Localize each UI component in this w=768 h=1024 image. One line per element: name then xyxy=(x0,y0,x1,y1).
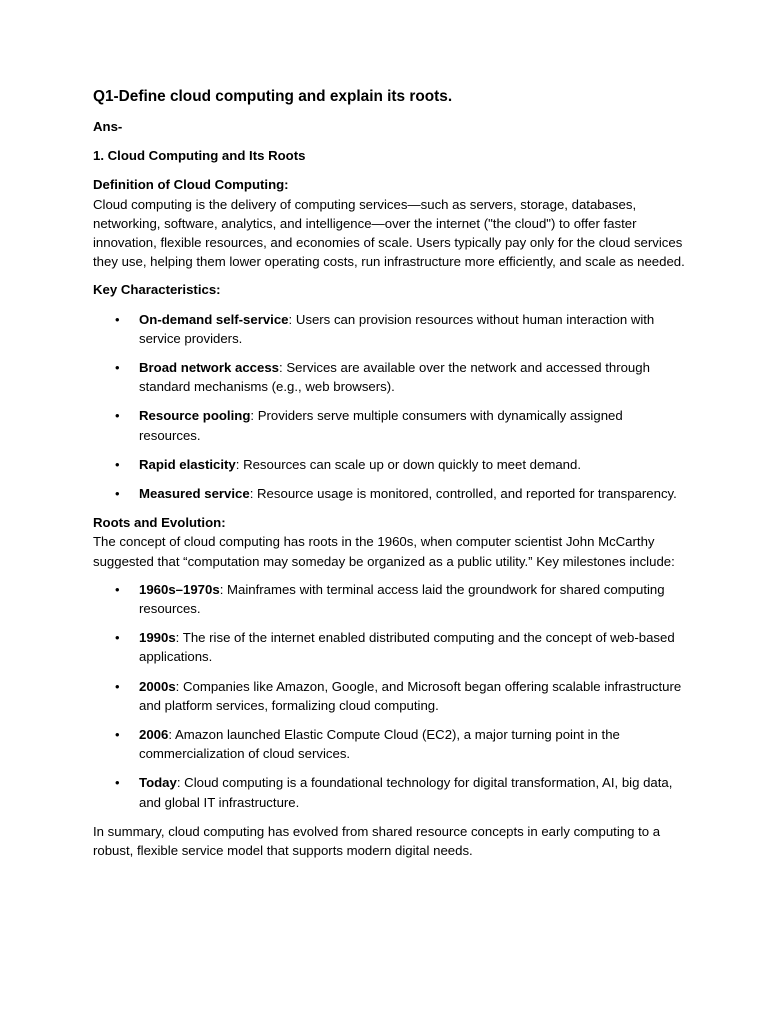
bullet-icon: • xyxy=(115,727,120,743)
bullet-icon: • xyxy=(115,456,120,472)
list-item xyxy=(93,773,685,811)
list-item xyxy=(93,358,685,396)
document-page xyxy=(93,86,685,869)
list-item-term: 2006 xyxy=(139,727,169,743)
list-item-term: 1960s–1970s xyxy=(139,581,220,597)
list-item xyxy=(93,484,685,503)
list-item-term: Today xyxy=(139,775,177,791)
roots-paragraph xyxy=(93,513,685,571)
list-item xyxy=(93,580,685,618)
bullet-icon: • xyxy=(115,630,120,646)
list-item-desc: : Providers serve multiple consumers with dynamically assigned resources. xyxy=(139,408,623,443)
bullet-icon: • xyxy=(115,408,120,424)
roots-heading: Roots and Evolution: xyxy=(93,515,226,531)
list-item xyxy=(93,677,685,715)
bullet-icon: • xyxy=(115,581,120,597)
list-item-term: Measured service xyxy=(139,486,250,502)
list-item-desc: : Companies like Amazon, Google, and Microsoft began offering scalable infrastructure and platform services, formalizing cloud computing. xyxy=(139,678,682,713)
answer-label: Ans- xyxy=(93,119,123,134)
list-item-desc: : The rise of the internet enabled distributed computing and the concept of web-based applications. xyxy=(139,630,675,665)
list-item-term: Rapid elasticity xyxy=(139,456,236,472)
key-characteristics-list xyxy=(93,310,685,504)
list-item-desc: : Amazon launched Elastic Compute Cloud (EC2), a major turning point in the commercialization of cloud services. xyxy=(139,727,620,762)
summary-paragraph: In summary, cloud computing has evolved from shared resource concepts in early computing to a robust, flexible service model that supports modern digital needs. xyxy=(93,823,661,859)
roots-text: The concept of cloud computing has roots in the 1960s, when computer scientist John McCarthy suggested that “computation may someday be organized as a public utility.” Key milestones include: xyxy=(93,534,675,569)
list-item-desc: : Resource usage is monitored, controlled, and reported for transparency. xyxy=(249,486,677,502)
list-item-desc: : Users can provision resources without human interaction with service providers. xyxy=(139,311,655,346)
key-characteristics-heading: Key Characteristics: xyxy=(93,282,221,298)
list-item xyxy=(93,725,685,763)
list-item-desc: : Services are available over the network and accessed through standard mechanisms (e.g., web browsers). xyxy=(139,360,650,395)
bullet-icon: • xyxy=(115,775,120,791)
list-item xyxy=(93,406,685,444)
list-item-desc: : Resources can scale up or down quickly to meet demand. xyxy=(235,456,582,472)
list-item-desc: : Cloud computing is a foundational technology for digital transformation, AI, big data, and global IT infrastructure. xyxy=(139,775,673,810)
list-item xyxy=(93,455,685,474)
bullet-icon: • xyxy=(115,360,120,376)
list-item-desc: : Mainframes with terminal access laid the groundwork for shared computing resources. xyxy=(139,581,665,617)
bullet-icon: • xyxy=(115,486,120,502)
list-item-term: 1990s xyxy=(139,630,176,646)
milestones-list xyxy=(93,580,685,812)
list-item xyxy=(93,310,685,348)
bullet-icon: • xyxy=(115,311,120,327)
list-item-term: 2000s xyxy=(139,678,176,694)
list-item xyxy=(93,628,685,666)
section-heading: 1. Cloud Computing and Its Roots xyxy=(93,148,306,164)
definition-heading: Definition of Cloud Computing: xyxy=(93,177,289,193)
bullet-icon: • xyxy=(115,678,120,694)
definition-text: Cloud computing is the delivery of computing services—such as servers, storage, databases, networking, software, analytics, and intelligence—over the internet ("the cloud") to offer faster innovation, flexible resources, and economies of scale. Users typically pay only for the cloud services they use, helping them lower operating costs, run infrastructure more efficiently, and scale as needed. xyxy=(93,196,685,270)
list-item-term: Resource pooling xyxy=(139,408,251,424)
list-item-term: Broad network access xyxy=(139,360,279,376)
definition-paragraph xyxy=(93,175,685,271)
question-title: Q1-Define cloud computing and explain its roots. xyxy=(93,88,453,105)
list-item-term: On-demand self-service xyxy=(139,311,289,327)
